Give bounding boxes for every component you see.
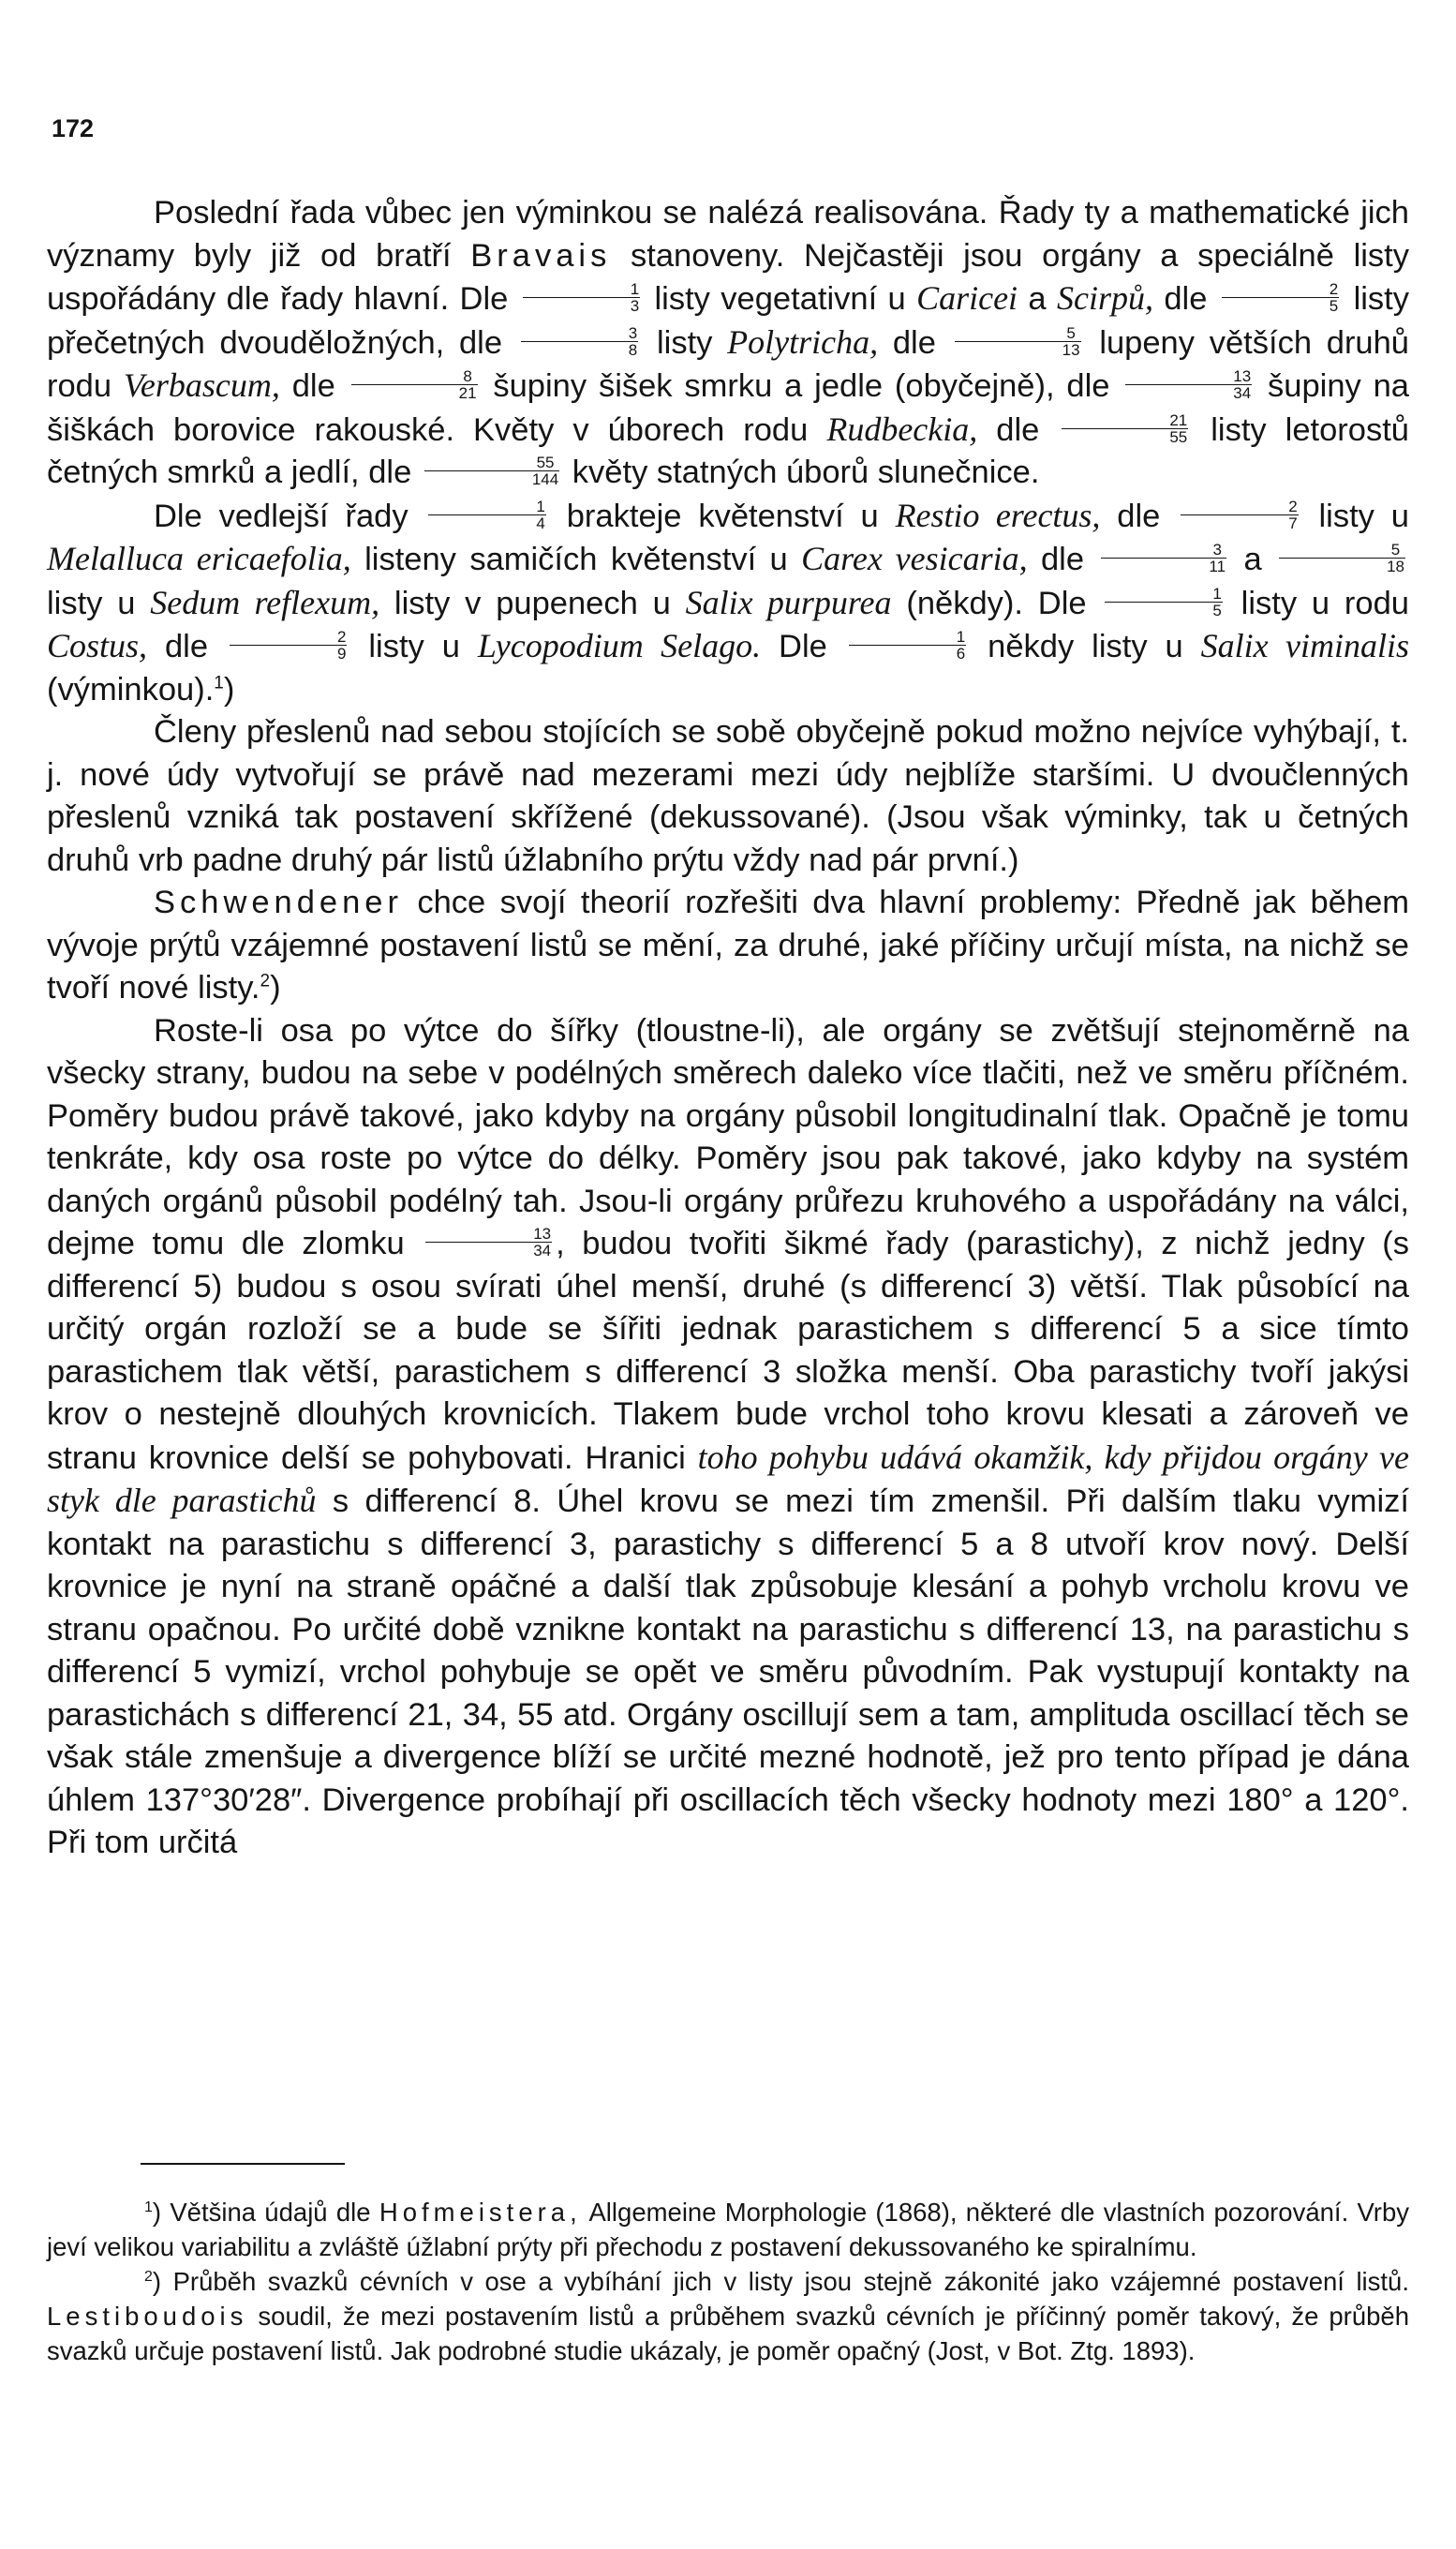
fraction: $\frac{2}{9}$ bbox=[230, 629, 347, 662]
footnotes bbox=[47, 2195, 1409, 2368]
footnote-2: $^2$) Průběh svazků cévních v ose a vybíhání jich v listy jsou stejně zákonité jako vzájemné postavení listů. Lestiboudois soudil, že mezi postavením listů a průběhem svazků cévních je příčinný poměr takový, že průběh svazků určuje postavení listů. Jak podrobné studie ukázaly, je poměr opačný (Jost, v Bot. Ztg. 1893). bbox=[47, 2267, 1409, 2365]
fraction: $\frac{2}{5}$ bbox=[1222, 281, 1339, 314]
fraction: $\frac{13}{34}$ bbox=[1125, 368, 1252, 401]
footnote-ref: 1 bbox=[214, 673, 224, 693]
main-text bbox=[47, 192, 1409, 1865]
author-name: Bravais bbox=[470, 237, 612, 274]
fraction: $\frac{55}{144}$ bbox=[424, 455, 559, 487]
author-name: Lestiboudois bbox=[47, 2302, 248, 2331]
fraction: $\frac{13}{34}$ bbox=[425, 1226, 552, 1259]
footnote-1: $^1$) Většina údajů dle Hofmeistera, Allgemeine Morphologie (1868), některé dle vlastních pozorování. Vrby jeví velikou variabilitu a zvláště úžlabní prýty při přechodu z postavení dekussovaného ke spiralnímu. bbox=[47, 2198, 1409, 2261]
footnote-ref: 2 bbox=[260, 971, 271, 991]
fraction: $\frac{1}{3}$ bbox=[523, 281, 640, 314]
paragraph-2: Dle vedlejší řady $\frac{1}{4}$ brakteje květenství u Restio erectus, dle $\frac{2}{7}$ listy u Melalluca ericaefolia, listeny samičích květenství u Carex vesicaria, dle $\frac{3}{11}$ a $\frac{5}{18}$ listy u Sedum reflexum, listy v pupenech u Salix purpurea (někdy). Dle $\frac{1}{5}$ listy u rodu Costus, dle $\frac{2}{9}$ listy u Lycopodium Selago. Dle $\frac{1}{6}$ někdy listy u Salix viminalis (výminkou).$^1$) bbox=[47, 496, 1410, 708]
fraction: $\frac{3}{11}$ bbox=[1101, 542, 1226, 574]
fraction: $\frac{8}{21}$ bbox=[351, 368, 478, 401]
paragraph-5: Roste-li osa po výtce do šířky (tloustne-li), ale orgány se zvětšují stejnoměrně na všecky strany, budou na sebe v podélných směrech daleko více tlačiti, než ve směru příčném. Poměry budou právě takové, jako kdyby na orgány působil longitudinalní tlak. Opačně je tomu tenkráte, kdy osa roste po výtce do délky. Poměry jsou pak takové, jako kdyby na systém daných orgánů působil podélný tah. Jsou-li orgány průřezu kruhového a uspořádány na válci, dejme tomu dle zlomku $\frac{13}{34}$ , budou tvořiti šikmé řady (parastichy), z nichž jedny (s differencí 5) budou s osou svírati úhel menší, druhé (s differencí 3) větší. Tlak působící na určitý orgán rozloží se a bude se šířiti jednak parastichem s differencí 5 a sice tímto parastichem tlak větší, parastichem s differencí 3 složka menší. Oba parastichy tvoří jakýsi krov o nestejně dlouhých krovnicích. Tlakem bude vrchol toho krovu klesati a zároveň ve stranu krovnice delší se pohybovati. Hranici toho pohybu udává okamžik, kdy přijdou orgány ve styk dle parastichů s differencí 8. Úhel krovu se mezi tím zmenšil. Při dalším tlaku vymizí kontakt na parastichu s differencí 3, parastichy s differencí 5 a 8 utvoří krov nový. Delší krovnice je nyní na straně opáčné a další tlak způsobuje klesání a pohyb vrcholu krovu ve stranu opačnou. Po určité době vznikne kontakt na parastichu s differencí 13, na parastichu s differencí 5 vymizí, vrchol pohybuje se opět ve směru původním. Pak vystupují kontakty na parastichách s differencí 21, 34, 55 atd. Orgány oscillují sem a tam, amplituda oscillací těch se však stále zmenšuje a divergence blíží se určité mezné hodnotě, jež pro tento případ je dána úhlem 137°30′28″. Divergence probíhají při oscillacích těch všecky hodnoty mezi 180° a 120°. Při tom určitá bbox=[47, 1012, 1409, 1860]
page-number: 172 bbox=[52, 114, 95, 142]
paragraph-4: Schwendener chce svojí theorií rozřešiti dva hlavní problemy: Předně jak během vývoje prýtů vzájemné postavení listů se mění, za druhé, jaké příčiny určují místa, na nichž se tvoří nové listy.$^2$) bbox=[47, 885, 1409, 1006]
author-name: Schwendener bbox=[154, 885, 403, 920]
fraction: $\frac{3}{8}$ bbox=[521, 325, 638, 358]
fraction: $\frac{1}{6}$ bbox=[849, 629, 966, 662]
paragraph-3: Členy přeslenů nad sebou stojících se sobě obyčejně pokud možno nejvíce vyhýbají, t. j. nové údy vytvořují se právě nad mezerami mezi údy nejblíže staršími. U dvoučlenných přeslenů vzniká tak postavení skřížené (dekussované). (Jsou však výminky, tak u četných druhů vrb padne druhý pár listů úžlabního prýtu vždy nad pár první.) bbox=[47, 714, 1409, 878]
paragraph-1: Poslední řada vůbec jen výminkou se nalézá realisována. Řady ty a mathematické jich významy byly již od bratří Bravais stanoveny. Nejčastěji jsou orgány a speciálně listy uspořádány dle řady hlavní. Dle $\frac{1}{3}$ listy vegetativní u Caricei a Scirpů, dle $\frac{2}{5}$ listy přečetných dvouděložných, dle $\frac{3}{8}$ listy Polytricha, dle $\frac{5}{13}$ lupeny větších druhů rodu Verbascum, dle $\frac{8}{21}$ šupiny šišek smrku a jedle (obyčejně), dle $\frac{13}{34}$ šupiny na šiškách borovice rakouské. Květy v úborech rodu Rudbeckia, dle $\frac{21}{55}$ listy letorostů četných smrků a jedlí, dle $\frac{55}{144}$ květy statných úborů slunečnice. bbox=[47, 195, 1409, 490]
author-name: Hofmeistera, bbox=[379, 2198, 582, 2227]
fraction: $\frac{1}{5}$ bbox=[1105, 586, 1222, 619]
fraction: $\frac{5}{18}$ bbox=[1279, 542, 1405, 574]
fraction: $\frac{5}{13}$ bbox=[955, 325, 1081, 358]
fraction: $\frac{2}{7}$ bbox=[1181, 499, 1298, 531]
footnote-rule bbox=[141, 2163, 345, 2165]
fraction: $\frac{21}{55}$ bbox=[1062, 412, 1188, 445]
fraction: $\frac{1}{4}$ bbox=[428, 499, 545, 531]
